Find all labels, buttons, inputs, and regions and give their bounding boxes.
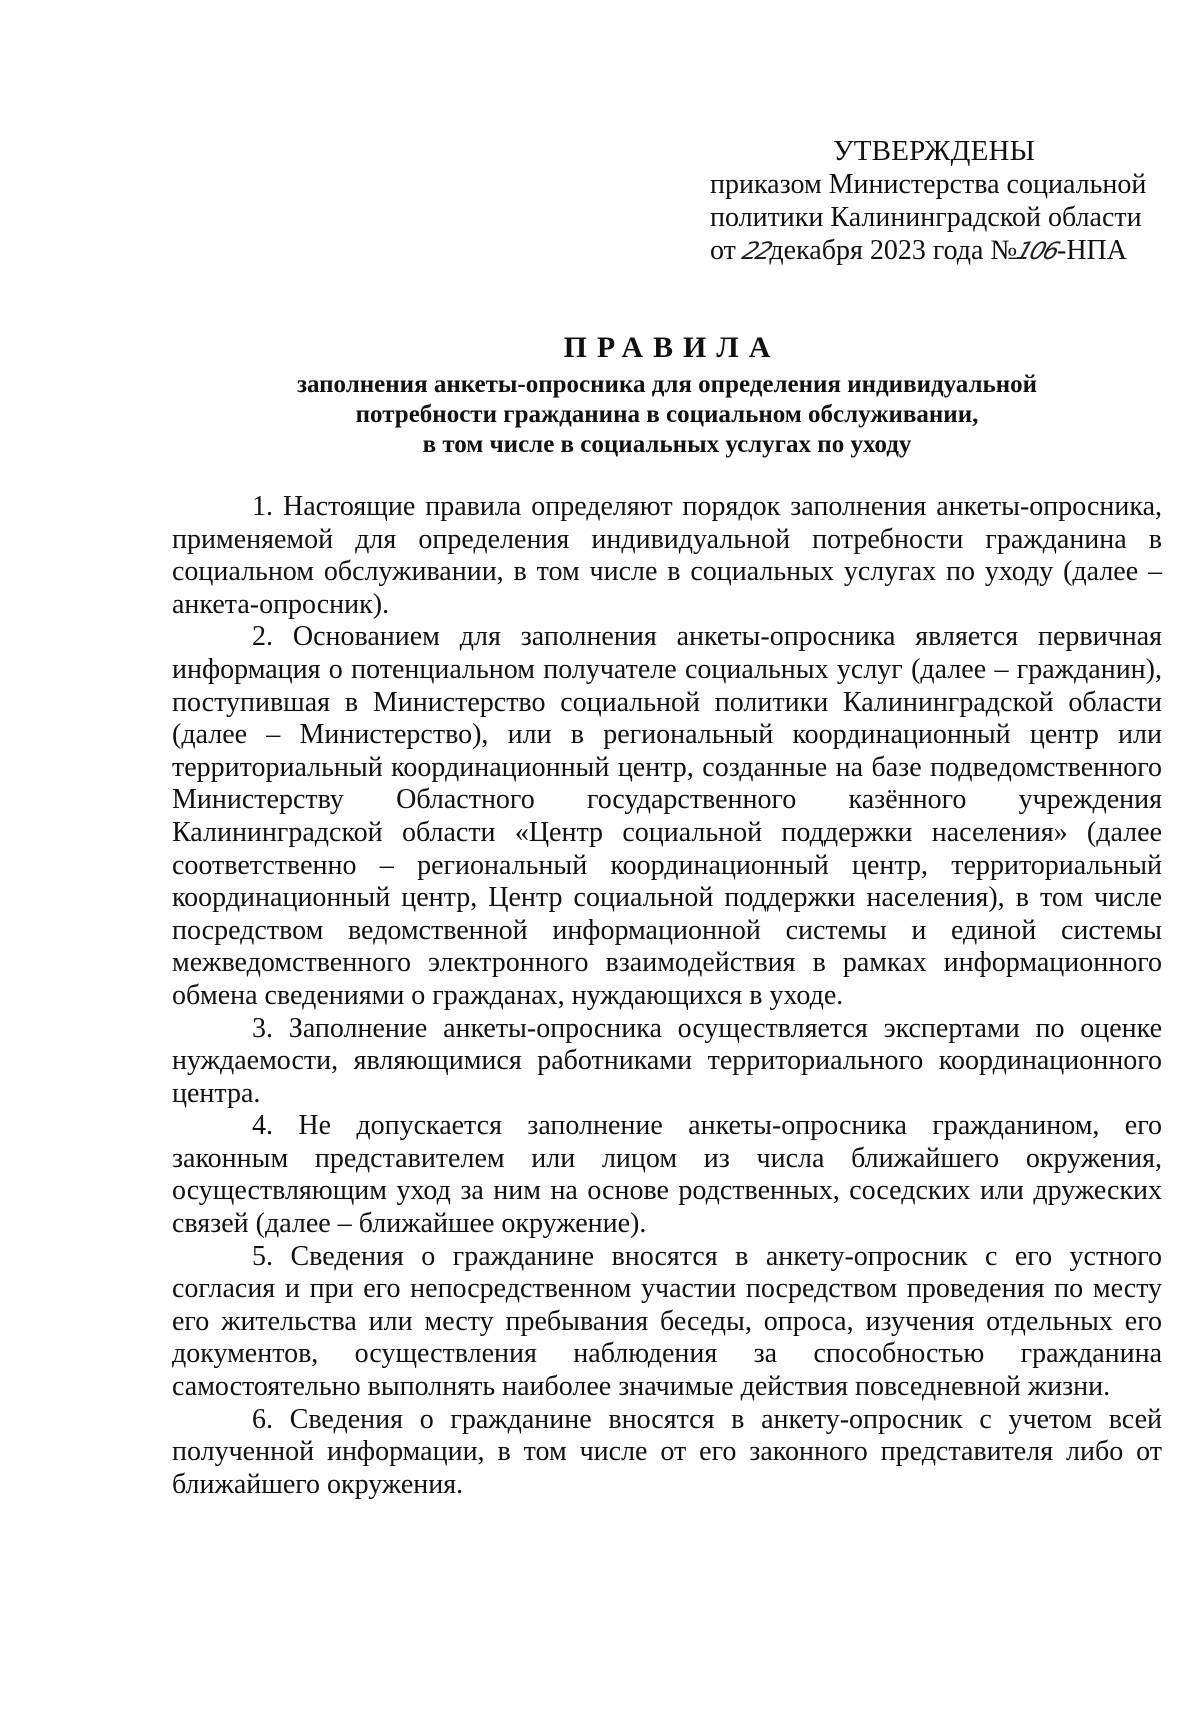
paragraph-1: 1. Настоящие правила определяют порядок заполнения анкеты-опросника, применяемой для определения индивидуальной потребности гражданина в социальном обслуживании, в том числе в социальных услугах по уходу (далее – анкета-опросник). <box>172 491 1162 620</box>
document-subtitle-line-3: в том числе в социальных услугах по уходу <box>422 431 912 458</box>
paragraph-3: 3. Заполнение анкеты-опросника осуществляется экспертами по оценке нуждаемости, являющимися работниками территориального координационного центра. <box>172 1012 1162 1109</box>
paragraph-4: 4. Не допускается заполнение анкеты-опросника гражданином, его законным представителем или лицом из числа ближайшего окружения, осуществляющим уход за ним на основе родственных, соседских или дружеских связей (далее – ближайшее окружение). <box>172 1110 1162 1240</box>
handwritten-day: 22 <box>738 237 775 265</box>
paragraph-2: 2. Основанием для заполнения анкеты-опросника является первичная информация о потенциальном получателе социальных услуг (далее – гражданин), поступившая в Министерство социальной политики Калининградской области (далее – Министерство), или в региональный координационный центр или территориальный координационный центр, созданные на базе подведомственного Министерству Областного государственного казённого учреждения Калининградской области «Центр социальной поддержки населения» (далее соответственно – региональный координационный центр, территориальный координационный центр, Центр социальной поддержки населения), в том числе посредством ведомственной информационной системы и единой системы межведомственного электронного взаимодействия в рамках информационного обмена сведениями о гражданах, нуждающихся в уходе. <box>172 621 1162 1011</box>
paragraph-6: 6. Сведения о гражданине вносятся в анкету-опросник с учетом всей полученной информации, в том числе от его законного представителя либо от ближайшего окружения. <box>172 1403 1162 1500</box>
approval-line-ministry: политики Калининградской области <box>710 202 1142 233</box>
approval-line-order: приказом Министерства социальной <box>710 169 1147 200</box>
document-body <box>172 491 1162 1501</box>
date-middle: декабря 2023 года № <box>769 235 1018 266</box>
document-subtitle-line-1: заполнения анкеты-опросника для определения индивидуальной <box>296 371 1038 398</box>
date-prefix: от <box>710 235 743 266</box>
document-title: ПРАВИЛА <box>563 331 781 364</box>
paragraph-5: 5. Сведения о гражданине вносятся в анкету-опросник с его устного согласия и при его непосредственном участии посредством проведения по месту его жительства или месту пребывания беседы, опроса, изучения отдельных его документов, осуществления наблюдения за способностью гражданина самостоятельно выполнять наиболее значимые действия повседневной жизни. <box>172 1240 1162 1403</box>
handwritten-order-number: 106 <box>1012 237 1062 265</box>
document-title-block <box>172 330 1162 460</box>
order-suffix: -НПА <box>1057 235 1128 266</box>
document-subtitle-line-2: потребности гражданина в социальном обслуживании, <box>355 401 979 428</box>
approval-line-date <box>710 234 1150 268</box>
approval-stamp-block <box>710 135 1150 268</box>
approved-heading: УТВЕРЖДЕНЫ <box>833 135 1036 167</box>
